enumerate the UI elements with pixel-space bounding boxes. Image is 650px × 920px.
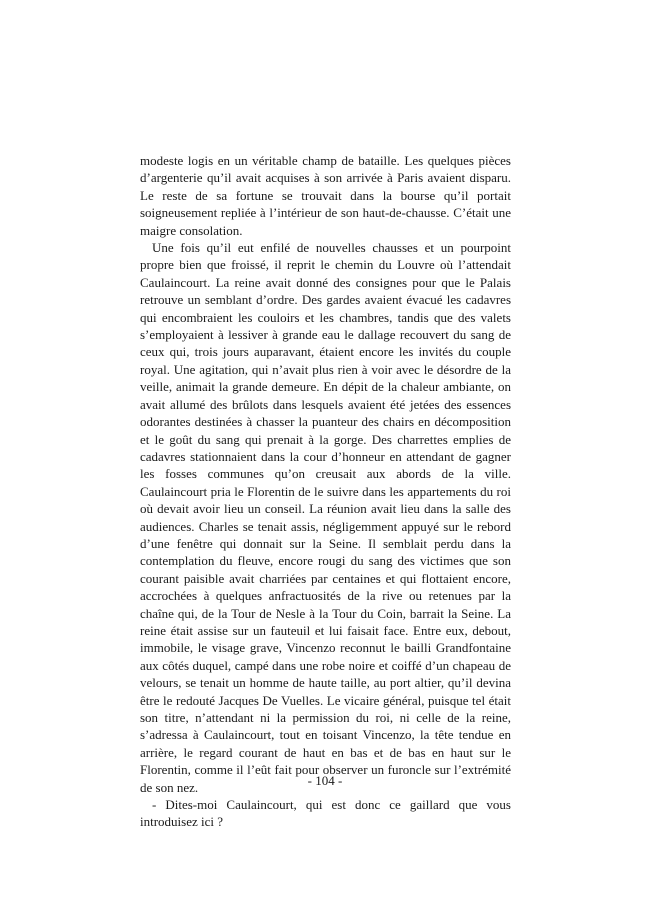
body-text	[140, 152, 511, 831]
page-number: - 104 -	[307, 773, 343, 788]
paragraph-2: Une fois qu’il eut enfilé de nouvelles chausses et un pourpoint propre bien que froissé, il reprit le chemin du Louvre où l’attendait Caulaincourt. La reine avait donné des consignes pour que le Palais retrouve un semblant d’ordre. Des gardes avaient évacué les cadavres qui encombraient les couloirs et les chambres, tandis que des valets s’employaient à lessiver à grande eau le dallage recouvert du sang de ceux qui, trois jours auparavant, étaient encore les invités du couple royal. Une agitation, qui n’avait plus rien à voir avec le désordre de la veille, animait la grande demeure. En dépit de la chaleur ambiante, on avait allumé des brûlots dans lesquels avaient été jetées des essences odorantes destinées à chasser la puanteur des chairs en décomposition et le goût du sang qui prenait à la gorge. Des charrettes emplies de cadavres stationnaient dans la cour d’honneur en attendant de gagner les fosses communes qu’on creusait aux abords de la ville. Caulaincourt pria le Florentin de le suivre dans les appartements du roi où devait avoir lieu un conseil. La réunion avait lieu dans la salle des audiences. Charles se tenait assis, négligemment appuyé sur le rebord d’une fenêtre qui donnait sur la Seine. Il semblait perdu dans la contemplation du fleuve, encore rougi du sang des victimes que son courant paisible avait charriées par centaines et qui flottaient encore, accrochées à quelques anfractuosités de la rive ou retenues par la chaîne qui, de la Tour de Nesle à la Tour du Coin, barrait la Seine. La reine était assise sur un fauteuil et lui faisait face. Entre eux, debout, immobile, le visage grave, Vincenzo reconnut le bailli Grandfontaine aux côtés duquel, campé dans une robe noire et coiffé d’un chapeau de velours, se tenait un homme de haute taille, au port altier, qu’il devina être le redouté Jacques De Vuelles. Le vicaire général, puisque tel était son titre, n’attendant ni la permission du roi, ni celle de la reine, s’adressa à Caulaincourt, tout en toisant Vincenzo, la tête tendue en arrière, le regard courant de haut en bas et de bas en haut sur le Florentin, comme il l’eût fait pour observer un furoncle sur l’extrémité de son nez.	[140, 240, 511, 795]
paragraph-1: modeste logis en un véritable champ de bataille. Les quelques pièces d’argenterie qu’il avait acquises à son arrivée à Paris avaient disparu. Le reste de sa fortune se trouvait dans la bourse qu’il portait soigneusement repliée à l’intérieur de son haut-de-chausse. C’était une maigre consolation.	[140, 153, 511, 238]
paragraph-3: - Dites-moi Caulaincourt, qui est donc ce gaillard que vous introduisez ici ?	[140, 797, 511, 830]
